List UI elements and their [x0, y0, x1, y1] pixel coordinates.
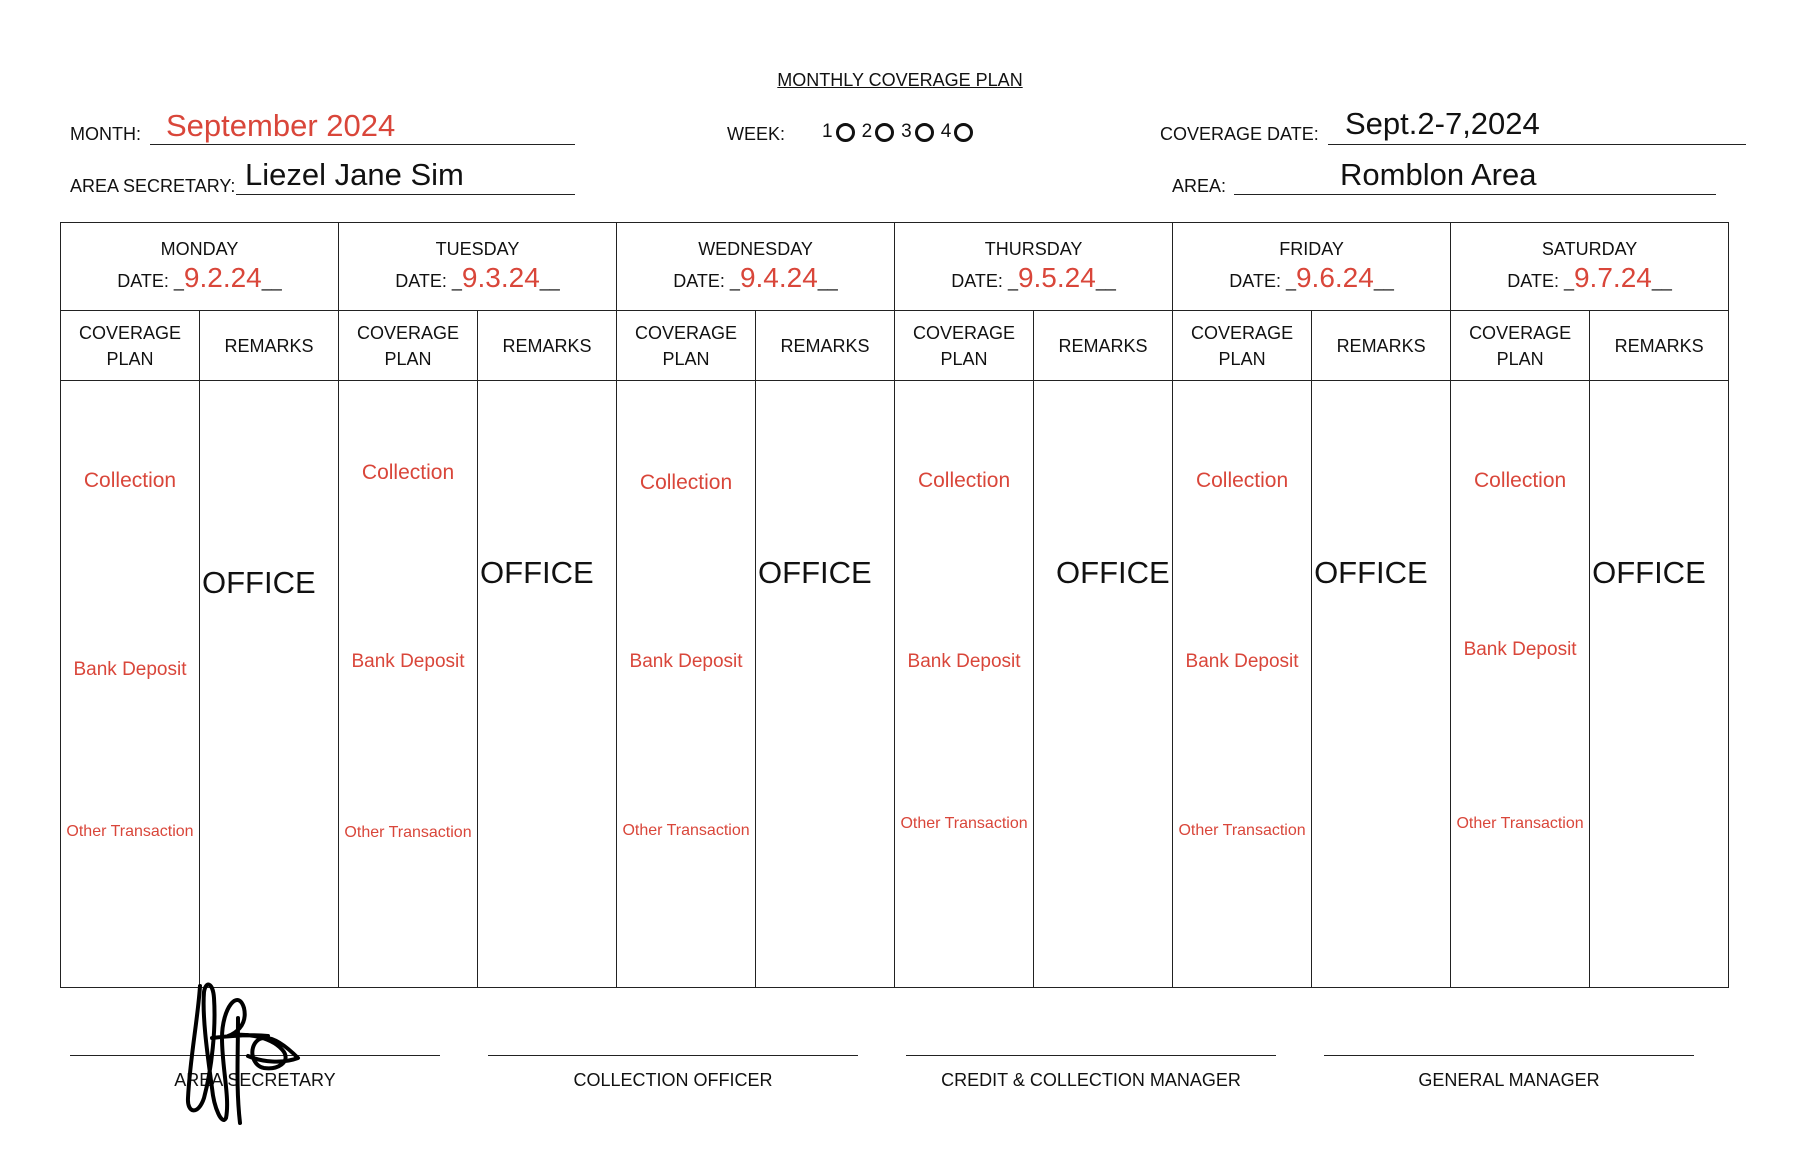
plan-entry-other-transaction: Other Transaction: [344, 824, 472, 841]
form-title: MONTHLY COVERAGE PLAN: [777, 70, 1023, 90]
area-secretary-label: AREA SECRETARY:: [70, 176, 236, 196]
coverage-plan-cell-tuesday[interactable]: [339, 381, 478, 988]
month-underline: [150, 144, 575, 145]
area-label: AREA:: [1172, 176, 1227, 196]
day-name: THURSDAY: [984, 239, 1083, 259]
day-name: MONDAY: [160, 239, 239, 259]
plan-entry-bank-deposit: Bank Deposit: [907, 651, 1021, 672]
week-option-4[interactable]: 4: [940, 121, 952, 142]
coverage-table: [60, 222, 1729, 988]
coverage-date-underline: [1328, 144, 1746, 145]
plan-entry-other-transaction: Other Transaction: [66, 823, 194, 840]
area-secretary-value[interactable]: Liezel Jane Sim: [245, 157, 464, 192]
day-date-line: DATE: _9.3.24__: [395, 262, 560, 293]
remarks-header: REMARKS: [478, 311, 617, 381]
day-date-line: DATE: _9.4.24__: [673, 262, 838, 293]
remarks-value: OFFICE: [202, 565, 316, 600]
day-date-value[interactable]: 9.7.24: [1573, 262, 1652, 293]
coverage-date-value[interactable]: Sept.2-7,2024: [1345, 106, 1540, 141]
week-label: WEEK:: [727, 124, 786, 144]
day-name: FRIDAY: [1279, 239, 1344, 259]
remarks-value: OFFICE: [758, 555, 872, 590]
area-underline: [1234, 194, 1716, 195]
signature-label-credit-collection-manager: CREDIT & COLLECTION MANAGER: [941, 1070, 1241, 1090]
remarks-header: REMARKS: [756, 311, 895, 381]
plan-entry-bank-deposit: Bank Deposit: [1185, 651, 1299, 672]
day-header-row: [61, 223, 1729, 311]
coverage-plan-cell-friday[interactable]: [1173, 381, 1312, 988]
day-header-monday: [61, 223, 339, 311]
coverage-date-label: COVERAGE DATE:: [1160, 124, 1319, 144]
remarks-value: OFFICE: [1592, 555, 1706, 590]
date-label: DATE:: [951, 271, 1003, 291]
date-label: DATE:: [1229, 271, 1281, 291]
day-name: SATURDAY: [1541, 239, 1638, 259]
week-option-1[interactable]: 1: [822, 121, 833, 142]
remarks-cell-tuesday[interactable]: [478, 381, 617, 988]
plan-entry-bank-deposit: Bank Deposit: [351, 651, 465, 672]
week-selector[interactable]: [818, 121, 973, 143]
radio-circle-icon[interactable]: [915, 123, 934, 142]
day-header-saturday: [1451, 223, 1729, 311]
day-date-line: DATE: _9.2.24__: [117, 262, 282, 293]
day-header-thursday: [895, 223, 1173, 311]
plan-entry-collection: Collection: [917, 469, 1011, 492]
signature-line-general-manager: [1324, 1055, 1694, 1056]
date-label: DATE:: [1507, 271, 1559, 291]
remarks-cell-monday[interactable]: [200, 381, 339, 988]
plan-entry-other-transaction: Other Transaction: [1178, 822, 1306, 839]
handwritten-signature: [178, 978, 318, 1128]
plan-entry-bank-deposit: Bank Deposit: [73, 659, 187, 680]
remarks-header: REMARKS: [1312, 311, 1451, 381]
radio-circle-icon[interactable]: [954, 123, 973, 142]
remarks-header: REMARKS: [1034, 311, 1173, 381]
signature-line-collection-officer: [488, 1055, 858, 1056]
remarks-value: OFFICE: [1314, 555, 1428, 590]
remarks-header: REMARKS: [200, 311, 339, 381]
day-header-wednesday: [617, 223, 895, 311]
coverage-plan-cell-monday[interactable]: [61, 381, 200, 988]
plan-entry-bank-deposit: Bank Deposit: [1463, 639, 1577, 660]
week-option-3[interactable]: 3: [901, 121, 912, 142]
plan-entry-collection: Collection: [83, 469, 177, 492]
coverage-plan-cell-thursday[interactable]: [895, 381, 1034, 988]
month-value[interactable]: September 2024: [166, 108, 396, 143]
day-date-line: DATE: _9.5.24__: [951, 262, 1116, 293]
signature-label-collection-officer: COLLECTION OFFICER: [573, 1070, 773, 1090]
plan-entry-collection: Collection: [1195, 469, 1289, 492]
day-date-value[interactable]: 9.3.24: [461, 262, 540, 293]
plan-entry-other-transaction: Other Transaction: [900, 815, 1028, 832]
remarks-header: REMARKS: [1590, 311, 1729, 381]
radio-circle-icon[interactable]: [875, 123, 894, 142]
remarks-value: OFFICE: [1056, 555, 1170, 590]
signature-label-area-secretary: AREA SECRETARY: [174, 1070, 336, 1090]
day-date-value[interactable]: 9.4.24: [739, 262, 818, 293]
day-date-line: DATE: _9.6.24__: [1229, 262, 1394, 293]
week-option-2[interactable]: 2: [861, 121, 873, 142]
coverage-plan-cell-wednesday[interactable]: [617, 381, 756, 988]
plan-body-row: [61, 381, 1729, 988]
coverage-plan-header: COVERAGE PLAN: [1173, 311, 1312, 381]
day-date-value[interactable]: 9.2.24: [183, 262, 262, 293]
remarks-cell-friday[interactable]: [1312, 381, 1451, 988]
remarks-cell-wednesday[interactable]: [756, 381, 895, 988]
plan-entry-other-transaction: Other Transaction: [1456, 815, 1584, 832]
date-label: DATE:: [117, 271, 169, 291]
plan-entry-bank-deposit: Bank Deposit: [629, 651, 743, 672]
day-date-line: DATE: _9.7.24__: [1507, 262, 1672, 293]
day-name: WEDNESDAY: [698, 239, 813, 259]
area-secretary-underline: [236, 194, 575, 195]
date-label: DATE:: [395, 271, 447, 291]
coverage-plan-header: COVERAGE PLAN: [617, 311, 756, 381]
day-date-value[interactable]: 9.5.24: [1017, 262, 1096, 293]
date-label: DATE:: [673, 271, 725, 291]
coverage-plan-header: COVERAGE PLAN: [1451, 311, 1590, 381]
remarks-value: OFFICE: [480, 555, 594, 590]
column-header-row: [61, 311, 1729, 381]
coverage-plan-header: COVERAGE PLAN: [895, 311, 1034, 381]
signature-label-general-manager: GENERAL MANAGER: [1418, 1070, 1600, 1090]
plan-entry-other-transaction: Other Transaction: [622, 822, 750, 839]
plan-entry-collection: Collection: [361, 461, 455, 484]
remarks-cell-saturday[interactable]: [1590, 381, 1729, 988]
radio-circle-icon[interactable]: [836, 123, 855, 142]
day-header-friday: [1173, 223, 1451, 311]
coverage-plan-cell-saturday[interactable]: [1451, 381, 1590, 988]
month-label: MONTH:: [70, 124, 141, 144]
day-name: TUESDAY: [435, 239, 520, 259]
area-value[interactable]: Romblon Area: [1340, 157, 1537, 192]
coverage-plan-header: COVERAGE PLAN: [339, 311, 478, 381]
plan-entry-collection: Collection: [639, 471, 733, 494]
coverage-plan-header: COVERAGE PLAN: [61, 311, 200, 381]
plan-entry-collection: Collection: [1473, 469, 1567, 492]
day-date-value[interactable]: 9.6.24: [1295, 262, 1374, 293]
day-header-tuesday: [339, 223, 617, 311]
remarks-cell-thursday[interactable]: [1034, 381, 1173, 988]
signature-line-credit-collection-manager: [906, 1055, 1276, 1056]
